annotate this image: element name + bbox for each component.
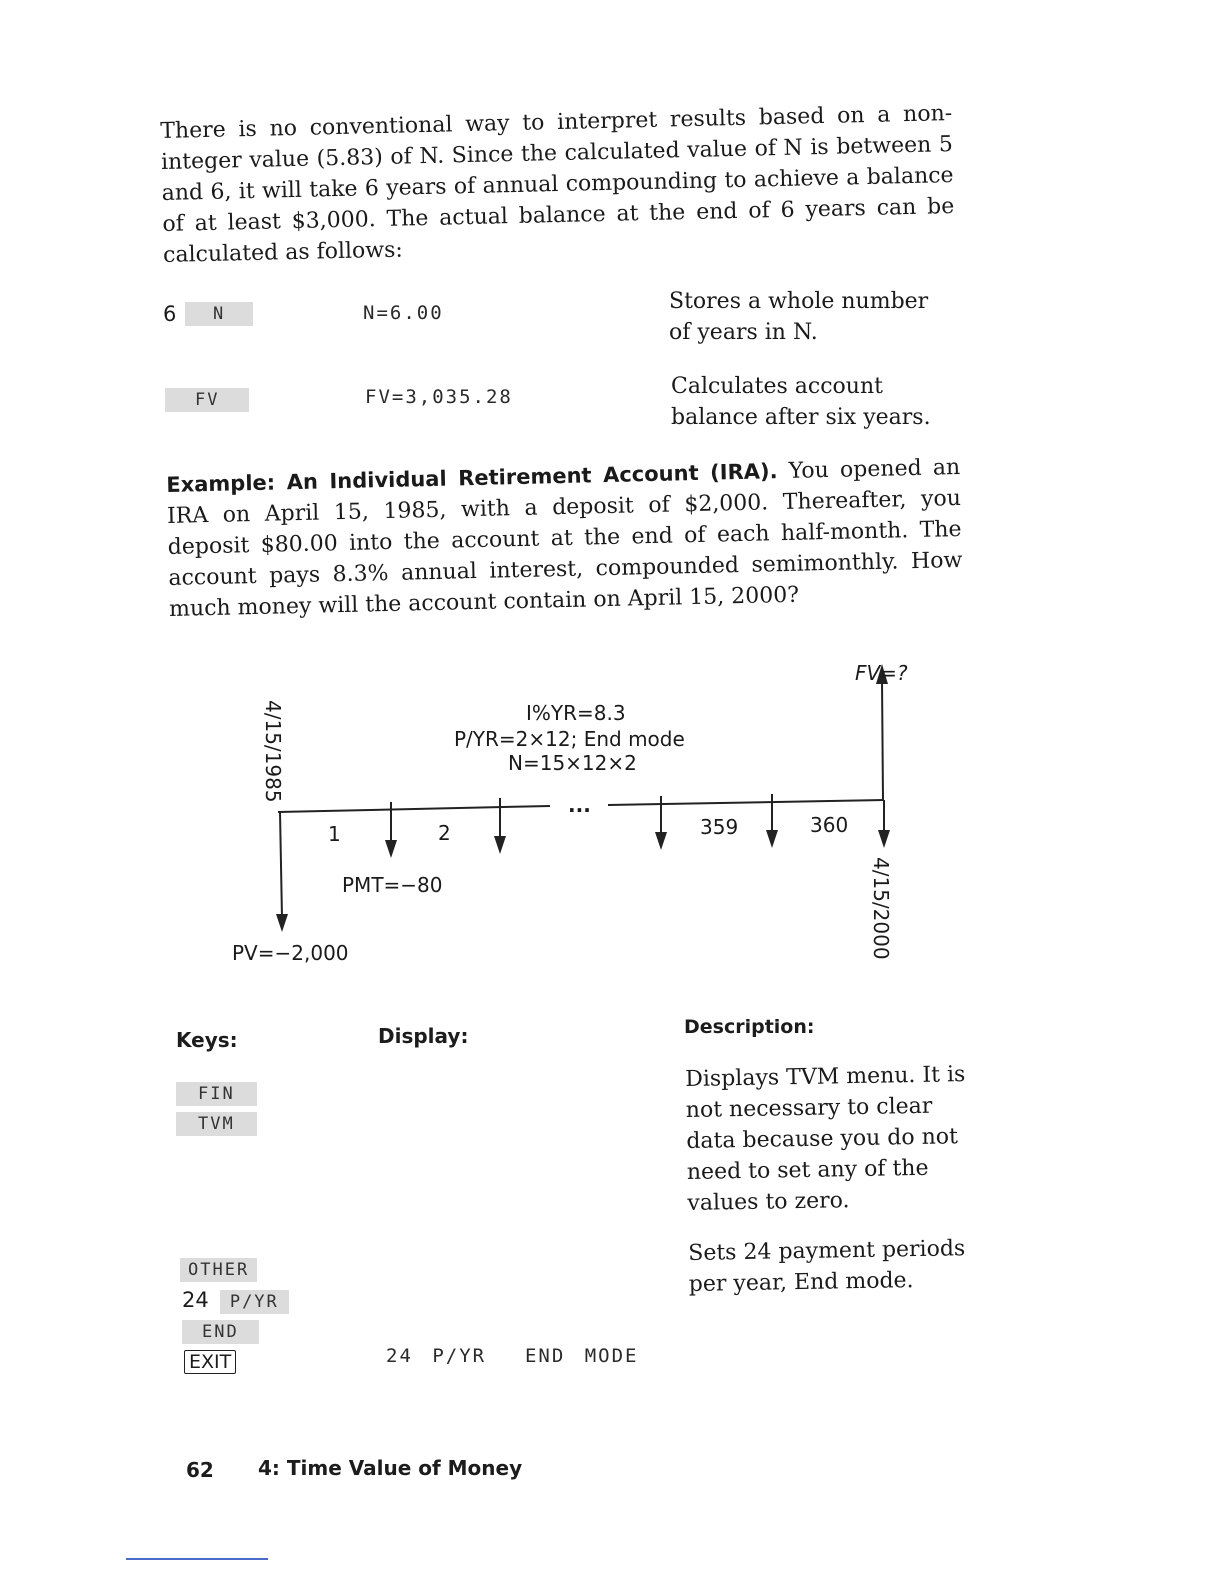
display-pyr-end: 24 P/YR END MODE bbox=[386, 1345, 639, 1367]
description-tvm: Displays TVM menu. It is not necessary to clear data because you do not need to set any of the values to zero. bbox=[685, 1062, 966, 1216]
pv-arrowhead bbox=[276, 914, 288, 932]
description-fv: Calculates account balance after six years. bbox=[671, 374, 931, 430]
start-date-label: 4/15/1985 bbox=[261, 700, 285, 803]
rate-label: I%YR=8.3 bbox=[526, 701, 626, 725]
keys-header: Keys: bbox=[176, 1028, 238, 1052]
fv-tail-arrowhead bbox=[878, 830, 890, 848]
pmt-arrowhead-360 bbox=[766, 830, 778, 848]
pmt-arrowhead-1 bbox=[385, 840, 397, 858]
fin-key-wrap bbox=[176, 1082, 257, 1106]
period-360: 360 bbox=[810, 813, 849, 837]
end-key-wrap bbox=[182, 1320, 259, 1344]
exit-key[interactable]: EXIT bbox=[184, 1350, 236, 1374]
prefix-24: 24 bbox=[182, 1288, 209, 1312]
display-n: N=6.00 bbox=[363, 302, 444, 324]
intro-paragraph: There is no conventional way to interpret results based on a non-integer value (5.83) of N. Since the calculated value of N is between 5 and 6, it will take 6 years of annual compounding to achieve a balance of at least $3,000. The actual balance at the end of 6 years can be calculated as follows: bbox=[160, 101, 955, 268]
pyr-label: P/YR=2×12; End mode bbox=[454, 727, 685, 751]
pv-arrow bbox=[280, 812, 282, 918]
timeline-ellipsis: ... bbox=[568, 793, 591, 817]
pv-label: PV=−2,000 bbox=[232, 941, 349, 965]
fin-key[interactable]: FIN bbox=[176, 1082, 257, 1106]
pmt-label: PMT=−80 bbox=[342, 873, 443, 897]
display-header: Display: bbox=[378, 1024, 469, 1048]
example-heading: Example: An Individual Retirement Account (IRA). bbox=[166, 459, 778, 497]
timeline-right bbox=[608, 800, 884, 805]
period-1: 1 bbox=[328, 822, 341, 846]
pyr-row bbox=[182, 1288, 289, 1314]
page-number: 62 bbox=[186, 1458, 214, 1482]
chapter-title: 4: Time Value of Money bbox=[258, 1456, 523, 1480]
tvm-key[interactable]: TVM bbox=[176, 1112, 257, 1136]
timeline-left bbox=[278, 806, 550, 812]
fv-label: FV=? bbox=[855, 661, 908, 685]
period-2: 2 bbox=[438, 821, 451, 845]
n-label: N=15×12×2 bbox=[508, 751, 637, 775]
exit-key-wrap bbox=[184, 1350, 236, 1374]
example-text: You opened an IRA on April 15, 1985, with a deposit of $2,000. Thereafter, you deposit $80.00 into the account at the end of each half-month. The account pays 8.3% annual interest, compounded semimonthly. How much money will the account contain on April 15, 2000? bbox=[166, 454, 963, 622]
tvm-key-wrap bbox=[176, 1112, 257, 1136]
description-header: Description: bbox=[684, 1016, 815, 1038]
pyr-key[interactable]: P/YR bbox=[220, 1290, 289, 1314]
display-fv: FV=3,035.28 bbox=[365, 386, 513, 408]
other-key-wrap bbox=[180, 1258, 257, 1282]
pmt-arrowhead-359 bbox=[655, 832, 667, 850]
end-key[interactable]: END bbox=[182, 1320, 259, 1344]
n-key[interactable]: N bbox=[185, 302, 253, 326]
end-date-label: 4/15/2000 bbox=[869, 857, 893, 960]
step-prefix: 6 bbox=[163, 302, 177, 326]
fv-arrow bbox=[882, 680, 883, 800]
other-key[interactable]: OTHER bbox=[180, 1258, 257, 1282]
description-pyr: Sets 24 payment periods per year, End mode. bbox=[688, 1236, 966, 1297]
period-359: 359 bbox=[700, 815, 739, 839]
fv-key[interactable]: FV bbox=[165, 388, 249, 412]
bottom-rule bbox=[126, 1558, 268, 1560]
description-n: Stores a whole number of years in N. bbox=[669, 289, 929, 345]
pmt-arrowhead-2 bbox=[494, 836, 506, 854]
